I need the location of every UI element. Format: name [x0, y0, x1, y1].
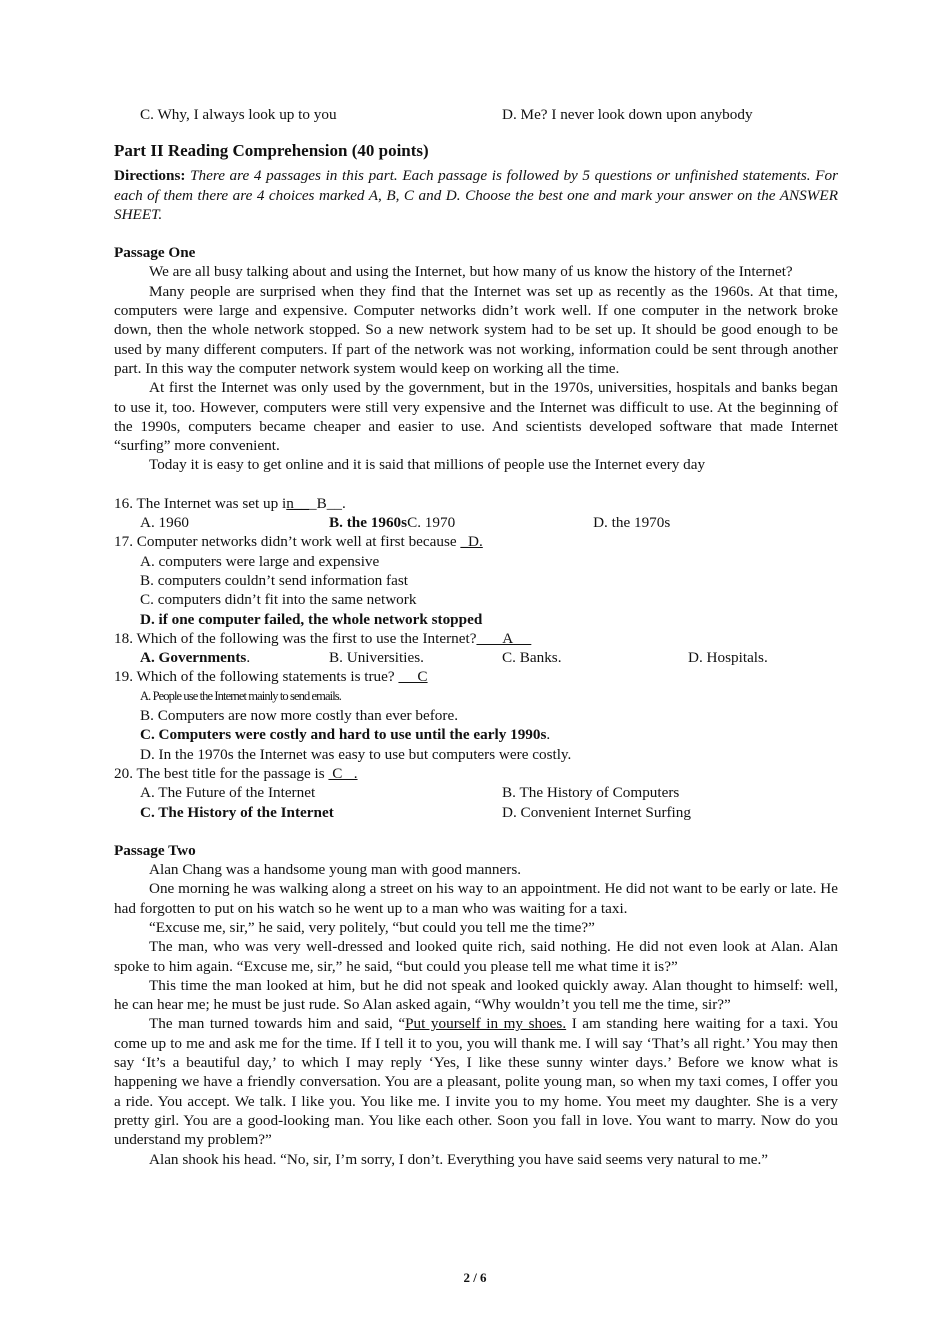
document-page: [114, 105, 838, 1169]
answer: A: [476, 629, 532, 647]
answer: _D.: [460, 533, 483, 551]
page-number: 2 / 6: [463, 1270, 487, 1285]
question-16-options: [114, 513, 838, 532]
passage-one-title: Passage One: [114, 244, 196, 262]
option-c: C. 1970: [407, 514, 456, 532]
underlined-phrase: Put yourself in my shoes.: [405, 1015, 567, 1033]
option-a: A. 1960: [140, 514, 189, 532]
option-b: B. The History of Computers: [502, 784, 680, 802]
passage-two-paragraph: “Excuse me, sir,” he said, very politely, “but could you tell me the time?”: [149, 918, 595, 936]
question-16: 16. The Internet was set up in___B__.: [114, 494, 346, 512]
question-20-options-row1: [114, 783, 838, 802]
question-20-options-row2: [114, 803, 838, 822]
passage-one-paragraph: Today it is easy to get online and it is said that millions of people use the Internet every day: [149, 456, 706, 474]
option-c: C. The History of the Internet: [140, 803, 334, 821]
option-b: B. computers couldn’t send information fast: [140, 571, 408, 589]
option-d: D. Me? I never look down upon anybody: [502, 106, 753, 123]
option-d: D. the 1970s: [593, 514, 671, 532]
passage-two-paragraph: The man turned towards him and said, “Put yourself in my shoes. I am standing here waiting for a taxi. You come up to me and ask me for the time. If I tell it to you, you will thank me. I will say ‘That’s all right.’ You may then say ‘It’s a beautiful day,’ to which I may reply ‘Yes, I like these sunny winter days.’ Before we know what is happening we have a friendly conversation. You are a pleasant, polite young man, so when my taxi comes, I offer you a ride. You accept. We talk. I like you. You like me. I invite you to my home. You meet my daughter. She is a very pretty girl. You are a good-looking man. You like each other. Soon you fall in love. You want to marry. Now do you understand my problem?”: [114, 1015, 839, 1149]
answer: _B__: [309, 494, 342, 512]
answer-blank: n__: [286, 494, 310, 512]
option-b: B. Universities.: [329, 649, 424, 667]
option-d: D. In the 1970s the Internet was easy to use but computers were costly.: [140, 745, 572, 763]
option-d: D. if one computer failed, the whole network stopped: [140, 610, 483, 628]
directions-label: Directions:: [114, 167, 186, 185]
answer: C .: [328, 764, 358, 782]
option-b: B. the 1960s: [329, 514, 408, 532]
passage-two-paragraph: Alan shook his head. “No, sir, I’m sorry, I don’t. Everything you have said seems very natural to me.”: [149, 1150, 768, 1168]
option-a: A. People use the Internet mainly to send emails.: [140, 688, 341, 703]
passage-two-paragraph: One morning he was walking along a street on his way to an appointment. He did not want to be early or late. He had forgotten to put on his watch so he went up to a man who was waiting for a taxi.: [114, 880, 838, 917]
question-17: 17. Computer networks didn’t work well at first because _D.: [114, 533, 483, 551]
passage-two-paragraph: This time the man looked at him, but he did not speak and looked quickly away. Alan thought to himself: well, he can hear me; he must be just rude. So Alan asked again, “Why wouldn’t you tell me the time, sir?”: [114, 976, 838, 1014]
option-d: D. Convenient Internet Surfing: [502, 803, 691, 821]
option-c: C. computers didn’t fit into the same network: [140, 591, 417, 609]
option-b: B. Computers are now more costly than ever before.: [140, 707, 458, 725]
passage-two-paragraph: The man, who was very well-dressed and looked quite rich, said nothing. He did not even look at Alan. Alan spoke to him again. “Excuse me, sir,” he said, “but could you please tell me what time it is?”: [114, 938, 838, 975]
answer: C: [398, 668, 428, 686]
option-d: D. Hospitals.: [688, 649, 768, 667]
question-18: 18. Which of the following was the first to use the Internet? A: [114, 629, 532, 647]
previous-question-options: [114, 105, 838, 124]
directions: [114, 166, 838, 224]
option-c: C. Computers were costly and hard to use until the early 1990s.: [140, 726, 551, 744]
part-heading: Part II Reading Comprehension (40 points): [114, 141, 429, 161]
passage-one-paragraph: At first the Internet was only used by the government, but in the 1970s, universities, hospitals and banks began to use it, too. However, computers were still very expensive and the Internet was difficult to use. At the beginning of the 1990s, computers became cheaper and easier to use. And scientists developed software that made Internet “surfing” more convenient.: [114, 379, 838, 455]
option-c: C. Why, I always look up to you: [140, 106, 337, 123]
passage-one-paragraph: Many people are surprised when they find that the Internet was set up as recently as the 1960s. At that time, computers were large and expensive. Computer networks didn’t work well. If one computer in the network broke down, then the whole network stopped. So a new network system had to be set up. It should be good enough to be used by many different computers. If part of the network was not working, information could be sent through another part. In this way the computer network system would keep on working all the time.: [114, 282, 838, 377]
passage-two-title: Passage Two: [114, 841, 196, 859]
question-18-options: [114, 648, 838, 667]
question-20: 20. The best title for the passage is C .: [114, 764, 358, 782]
passage-two-paragraph: Alan Chang was a handsome young man with good manners.: [149, 861, 522, 879]
passage-one-paragraph: We are all busy talking about and using the Internet, but how many of us know the history of the Internet?: [149, 263, 793, 281]
question-19: 19. Which of the following statements is true? C: [114, 668, 428, 686]
directions-text: There are 4 passages in this part. Each passage is followed by 5 questions or unfinished statements. For each of them there are 4 choices marked A, B, C and D. Choose the best one and mark your answer on the ANSWER SHEET.: [114, 167, 839, 223]
option-a: A. The Future of the Internet: [140, 784, 316, 802]
option-a: A. Governments.: [140, 649, 251, 667]
option-c: C. Banks.: [502, 649, 562, 667]
option-a: A. computers were large and expensive: [140, 552, 380, 570]
